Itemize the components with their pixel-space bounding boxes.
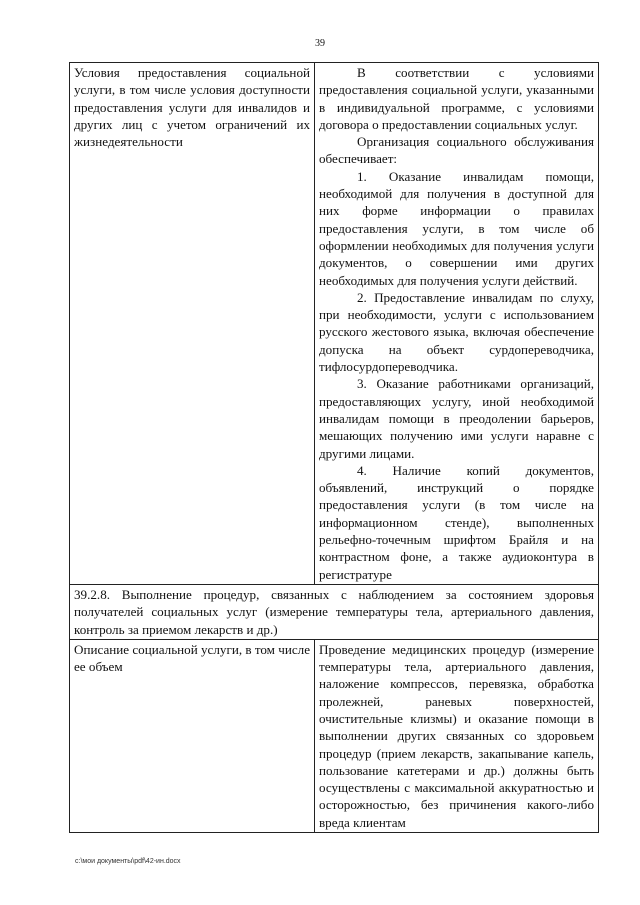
conditions-intro: В соответствии с условиями предоставления социальной услуги, указанными в индивидуальной программе, с условиями договора о предоставлении социальных услуг. — [319, 65, 594, 132]
conditions-item-2: 2. Предоставление инвалидам по слуху, при необходимости, услуги с использованием русского жестового языка, включая обеспечение допуска на объект сурдопереводчика, тифлосурдопереводчика. — [319, 289, 594, 375]
conditions-item-3: 3. Оказание работниками организаций, предоставляющих услугу, иной необходимой инвалидам помощи в преодолении барьеров, мешающих получению ими услуги наравне с другими лицами. — [319, 376, 594, 461]
description-label-cell — [70, 639, 315, 832]
section-heading: 39.2.8. Выполнение процедур, связанных с наблюдением за состоянием здоровья получателей социальных услуг (измерение температуры тела, артериального давления, контроль за приемом лекарств и др.) — [74, 586, 594, 637]
conditions-provides: Организация социального обслуживания обеспечивает: — [319, 134, 594, 167]
table-row-conditions — [70, 63, 599, 585]
conditions-label: Условия предоставления социальной услуги, в том числе условия доступности предоставления услуги для инвалидов и других лиц с учетом ограничений их жизнедеятельности — [74, 65, 310, 150]
table-row-description — [70, 639, 599, 832]
footer-file-path: c:\мои документы\pdf\42-ин.docx — [75, 858, 181, 865]
conditions-content-cell — [315, 63, 599, 585]
description-content-cell — [315, 639, 599, 832]
description-content: Проведение медицинских процедур (измерение температуры тела, артериального давления, наложение компрессов, перевязка, обработка пролежней, раневых поверхностей, очистительные клизмы) и оказание помощи в выполнении других связанных со здоровьем процедур (прием лекарств, закапывание капель, пользование катетерами и др.) должны быть осуществлены с максимальной аккуратностью и осторожностью, без причинения какого-либо вреда клиентам — [319, 641, 594, 830]
conditions-label-cell — [70, 63, 315, 585]
conditions-item-4: 4. Наличие копий документов, объявлений, инструкций о порядке предоставления услуги (в том числе на информационном стенде), выполненных рельефно-точечным шрифтом Брайля и на контрастном фоне, а также аудиоконтура в регистратуре — [319, 462, 594, 582]
table-row-section-heading — [70, 584, 599, 639]
description-label: Описание социальной услуги, в том числе ее объем — [74, 641, 310, 675]
services-table — [69, 62, 599, 833]
section-heading-cell — [70, 584, 599, 639]
conditions-item-1: 1. Оказание инвалидам помощи, необходимой для получения в доступной для них форме информации о правилах предоставления услуги, в том числе об оформлении необходимых для получения услуги документов, о совершении ими других необходимых для получения услуги действий. — [319, 168, 594, 288]
page-number: 39 — [315, 38, 325, 49]
